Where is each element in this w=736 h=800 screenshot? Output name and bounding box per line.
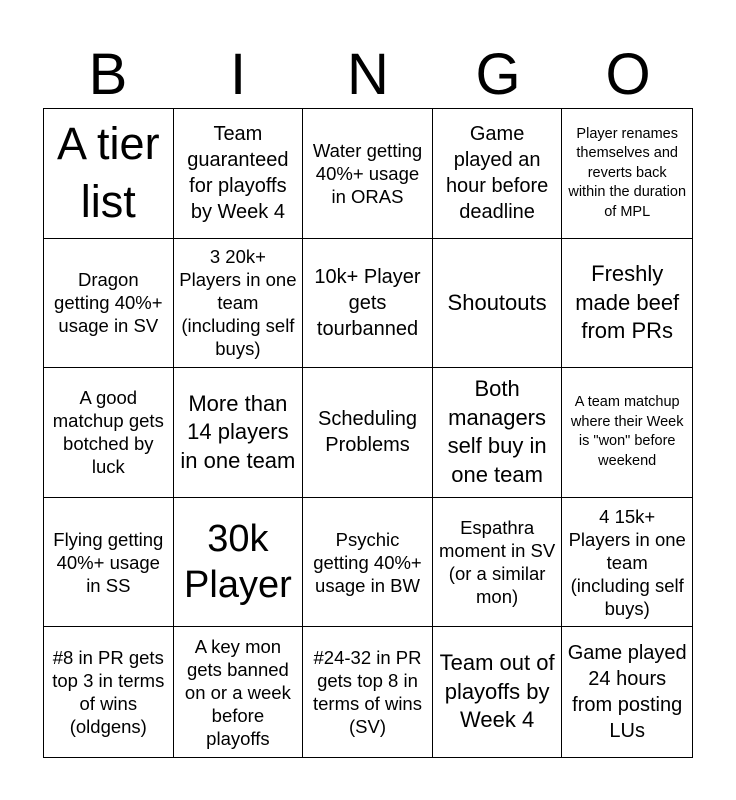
cell-text: Player renames themselves and reverts back within the duration of MPL <box>568 125 687 220</box>
cell-text: Freshly made beef from PRs <box>575 261 680 344</box>
cell-text: More than 14 players in one team <box>180 390 296 473</box>
cell-text: Scheduling Problems <box>318 408 417 457</box>
bingo-cell[interactable] <box>174 368 304 498</box>
bingo-cell[interactable] <box>562 368 692 498</box>
cell-text: 30k Player <box>184 518 292 607</box>
bingo-cell[interactable] <box>44 627 174 757</box>
header-letter-n: N <box>347 42 389 107</box>
cell-text: A tier list <box>57 118 160 228</box>
bingo-cell[interactable] <box>44 368 174 498</box>
header-letter-b: B <box>88 42 128 107</box>
bingo-grid <box>43 108 693 758</box>
cell-text: Game played 24 hours from posting LUs <box>567 642 687 743</box>
cell-text: #8 in PR gets top 3 in terms of wins (oldgens) <box>52 647 165 738</box>
bingo-cell[interactable] <box>433 498 563 628</box>
bingo-cell[interactable] <box>433 368 563 498</box>
bingo-cell[interactable] <box>562 627 692 757</box>
cell-text: Team out of playoffs by Week 4 <box>439 650 555 733</box>
cell-text: 10k+ Player gets tourbanned <box>314 265 421 340</box>
bingo-cell[interactable] <box>303 368 433 498</box>
cell-text: Shoutouts <box>447 289 547 315</box>
bingo-cell[interactable] <box>174 498 304 628</box>
bingo-cell[interactable] <box>174 109 304 239</box>
header-letter-g: G <box>475 42 521 107</box>
bingo-cell[interactable] <box>174 239 304 369</box>
cell-text: Both managers self buy in one team <box>447 376 547 487</box>
cell-text: Team guaranteed for playoffs by Week 4 <box>187 123 289 224</box>
bingo-cell[interactable] <box>562 498 692 628</box>
cell-text: Water getting 40%+ usage in ORAS <box>312 139 423 207</box>
cell-text: Game played an hour before deadline <box>445 123 549 224</box>
bingo-cell[interactable] <box>562 109 692 239</box>
bingo-cell[interactable] <box>433 239 563 369</box>
header-letter-o: O <box>605 42 651 107</box>
cell-text: Espathra moment in SV (or a similar mon) <box>439 517 556 608</box>
cell-text: A team matchup where their Week is "won" before weekend <box>570 394 684 469</box>
cell-text: #24-32 in PR gets top 8 in terms of wins (SV) <box>313 647 422 738</box>
bingo-cell[interactable] <box>44 239 174 369</box>
bingo-cell[interactable] <box>303 239 433 369</box>
cell-text: Flying getting 40%+ usage in SS <box>53 528 164 596</box>
cell-text: Psychic getting 40%+ usage in BW <box>313 528 422 596</box>
bingo-cell[interactable] <box>303 498 433 628</box>
cell-text: A key mon gets banned on or a week before playoffs <box>184 635 291 749</box>
bingo-cell[interactable] <box>433 627 563 757</box>
bingo-cell[interactable] <box>44 498 174 628</box>
cell-text: Dragon getting 40%+ usage in SV <box>54 269 163 337</box>
bingo-cell[interactable] <box>174 627 304 757</box>
bingo-header <box>43 44 693 106</box>
cell-text: 3 20k+ Players in one team (including self buys) <box>179 246 297 360</box>
bingo-cell[interactable] <box>433 109 563 239</box>
cell-text: A good matchup gets botched by luck <box>52 387 164 478</box>
cell-text: 4 15k+ Players in one team (including self buys) <box>568 505 686 619</box>
header-letter-i: I <box>229 42 247 107</box>
bingo-cell[interactable] <box>303 109 433 239</box>
bingo-cell[interactable] <box>303 627 433 757</box>
bingo-cell[interactable] <box>562 239 692 369</box>
bingo-cell[interactable] <box>44 109 174 239</box>
